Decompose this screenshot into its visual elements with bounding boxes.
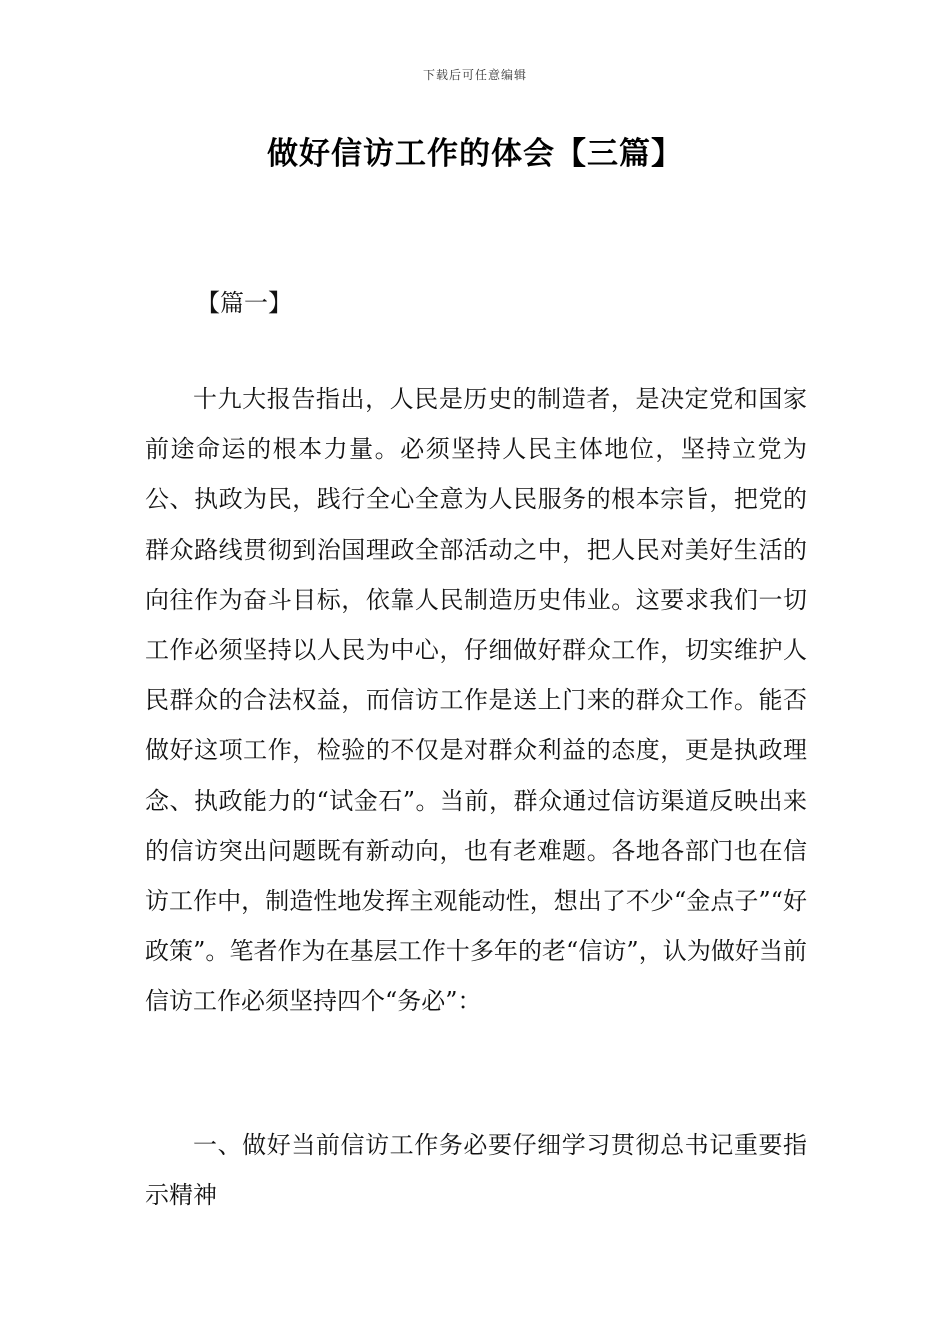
document-title: 做好信访工作的体会【三篇】 [267,136,683,172]
section-label: 【篇一】 [196,289,292,317]
section-heading-1: 一、做好当前信访工作务必要仔细学习贯彻总书记重要指示精神 [145,1131,807,1210]
header-note: 下载后可任意编辑 [422,68,527,82]
body-paragraph-1: 十九大报告指出，人民是历史的制造者，是决定党和国家前途命运的根本力量。必须坚持人民主体地位，坚持立党为公、执政为民，践行全心全意为人民服务的根本宗旨，把党的群众路线贯彻到治国理政全部活动之中，把人民对美好生活的向往作为奋斗目标，依靠人民制造历史伟业。这要求我们一切工作必须坚持以人民为中心，仔细做好群众工作，切实维护人民群众的合法权益，而信访工作是送上门来的群众工作。能否做好这项工作，检验的不仅是对群众利益的态度，更是执政理念、执政能力的“试金石”。当前，群众通过信访渠道反映出来的信访突出问题既有新动向，也有老难题。各地各部门也在信访工作中，制造性地发挥主观能动性，想出了不少“金点子”“好政策”。笔者作为在基层工作十多年的老“信访”，认为做好当前信访工作必须坚持四个“务必”： [145,385,807,1016]
